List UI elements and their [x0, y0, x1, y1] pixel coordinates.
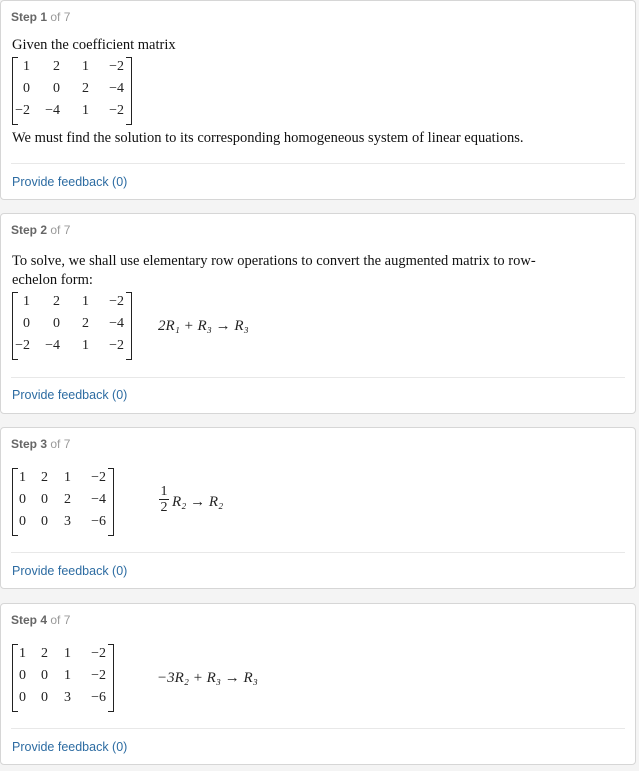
matrix-cell: 0: [41, 668, 48, 683]
step-heading: Step 3 of 7: [11, 437, 71, 451]
matrix-cell: −2: [15, 338, 30, 353]
matrix-cell: 0: [41, 690, 48, 705]
matrix-cell: 0: [19, 668, 26, 683]
step-card-4: [0, 603, 636, 765]
matrix-cell: 1: [23, 59, 30, 74]
matrix-cell: 1: [64, 470, 71, 485]
matrix-cell: 1: [64, 646, 71, 661]
matrix-cell: −2: [109, 294, 124, 309]
augmented-matrix: [12, 292, 132, 360]
provide-feedback-link[interactable]: Provide feedback (0): [12, 740, 128, 754]
matrix-cell: 3: [64, 690, 71, 705]
row-operation: R₂ → R₂: [172, 494, 224, 510]
matrix-cell: 2: [53, 59, 60, 74]
matrix-cell: 1: [19, 470, 26, 485]
row-operation: −3R₂ + R₃ → R₃: [157, 670, 258, 686]
step-card-3: [0, 427, 636, 589]
divider: [11, 377, 625, 378]
matrix-cell: 0: [19, 492, 26, 507]
left-bracket: [12, 644, 18, 712]
matrix-cell: 1: [23, 294, 30, 309]
matrix-cell: 2: [41, 646, 48, 661]
matrix-cell: 0: [23, 316, 30, 331]
step-heading: Step 2 of 7: [11, 223, 71, 237]
matrix-cell: 3: [64, 514, 71, 529]
matrix-cell: 0: [19, 690, 26, 705]
matrix: [12, 644, 114, 712]
provide-feedback-link[interactable]: Provide feedback (0): [12, 175, 128, 189]
left-bracket: [12, 468, 18, 536]
matrix-cell: 2: [53, 294, 60, 309]
step-heading: Step 4 of 7: [11, 613, 71, 627]
matrix-cell: 0: [53, 81, 60, 96]
provide-feedback-link[interactable]: Provide feedback (0): [12, 388, 128, 402]
matrix: [12, 468, 114, 536]
matrix-cell: 2: [82, 316, 89, 331]
right-bracket: [108, 468, 114, 536]
matrix-cell: 2: [82, 81, 89, 96]
matrix-cell: −2: [15, 103, 30, 118]
divider: [11, 552, 625, 553]
divider: [11, 163, 625, 164]
right-bracket: [126, 292, 132, 360]
matrix-cell: −4: [91, 492, 106, 507]
matrix-cell: −2: [109, 338, 124, 353]
matrix-cell: 2: [64, 492, 71, 507]
matrix-cell: 1: [82, 294, 89, 309]
matrix-cell: 1: [82, 59, 89, 74]
step-card-2: [0, 213, 636, 414]
step-heading: Step 1 of 7: [11, 10, 71, 24]
divider: [11, 728, 625, 729]
matrix-cell: −6: [91, 514, 106, 529]
matrix-cell: −2: [91, 668, 106, 683]
matrix-cell: 0: [23, 81, 30, 96]
step-outro-text: We must find the solution to its corresponding homogeneous system of linear equations.: [12, 130, 524, 146]
matrix-cell: −6: [91, 690, 106, 705]
right-bracket: [108, 644, 114, 712]
fraction-one-half: $\frac{1}{2}$: [160, 484, 168, 515]
matrix-cell: 1: [82, 103, 89, 118]
matrix-cell: 0: [41, 514, 48, 529]
matrix-cell: −2: [109, 59, 124, 74]
step-intro-text: Given the coefficient matrix: [12, 37, 176, 53]
matrix-cell: 1: [64, 668, 71, 683]
right-bracket: [126, 57, 132, 125]
matrix-cell: −2: [109, 103, 124, 118]
matrix-cell: −4: [45, 338, 60, 353]
matrix-cell: 0: [53, 316, 60, 331]
matrix-cell: −4: [109, 316, 124, 331]
matrix-cell: 0: [41, 492, 48, 507]
matrix-cell: −2: [91, 470, 106, 485]
matrix-cell: −4: [109, 81, 124, 96]
provide-feedback-link[interactable]: Provide feedback (0): [12, 564, 128, 578]
step-card-1: [0, 0, 636, 200]
matrix-cell: −2: [91, 646, 106, 661]
row-operation: 2R₁ + R₃ → R₃: [158, 318, 249, 334]
matrix-cell: 0: [19, 514, 26, 529]
coefficient-matrix: [12, 57, 132, 125]
matrix-cell: −4: [45, 103, 60, 118]
step-intro-text: To solve, we shall use elementary row operations to convert the augmented matrix to row-echelon form:: [12, 253, 536, 288]
matrix-cell: 2: [41, 470, 48, 485]
matrix-cell: 1: [19, 646, 26, 661]
matrix-cell: 1: [82, 338, 89, 353]
